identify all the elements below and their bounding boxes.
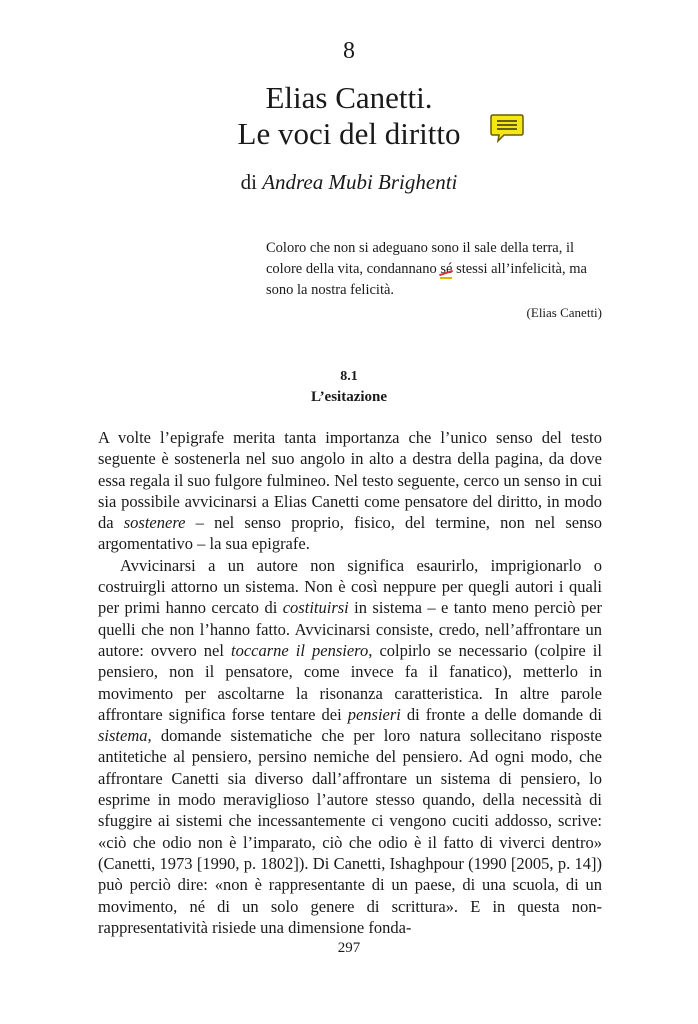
text-run: – nel senso proprio, fisico, del termine, non nel senso argomentativo – la sua epigrafe.: [98, 513, 602, 554]
chapter-title-line-2: Le voci del diritto: [237, 116, 461, 151]
section-number: 8.1: [340, 369, 358, 384]
epigraph-source: (Elias Canetti): [526, 305, 602, 320]
byline-prefix: di: [240, 170, 257, 194]
chapter-title: [0, 80, 698, 152]
chapter-byline: [0, 170, 698, 195]
page-number: 297: [337, 940, 361, 956]
speech-bubble-icon[interactable]: [490, 113, 524, 143]
chapter-number: 8: [343, 38, 355, 64]
text-run: A volte l’epigrafe merita tanta importanza che l’unico senso del testo seguente è sostenerla nel suo angolo in alto a destra della pagina, da dove essa regala il suo fulgore fulmineo. Nel testo seguente, cerco un senso in cui sia possibile avvicinarsi a Elias Canetti come pensatore del diritto, in modo da: [98, 428, 602, 533]
section-title: L’esitazione: [310, 389, 388, 405]
text-run: in sistema – e tanto meno perciò per quelli che non l’hanno fatto. Avvicinarsi consiste, credo, nell’affrontare un autore: ovvero nel: [98, 598, 602, 660]
epigraph: [266, 238, 602, 301]
epigraph-text-2: stessi all’infelicità, ma sono la nostra felicità.: [266, 261, 587, 298]
chapter-title-line-1: Elias Canetti.: [265, 80, 433, 115]
italic-text: costituirsi: [282, 598, 349, 618]
italic-text: sostenere: [123, 513, 186, 533]
strikethrough-annotation[interactable]: sé: [440, 261, 453, 277]
author-name: Andrea Mubi Brighenti: [262, 170, 458, 194]
text-run: di fronte a delle domande di: [400, 704, 602, 724]
italic-text: sistema: [98, 726, 148, 746]
epigraph-text-1: Coloro che non si adeguano sono il sale della terra, il colore della vita, condannano: [266, 240, 575, 277]
text-run: , colpirlo se necessario (colpire il pensiero, non il pensatore, come invece fa il fanatico), metterlo in movimento per ascoltarne la risonanza caratteristica. In altre parole affrontare significa forse tentare dei: [98, 640, 602, 724]
italic-text: toccarne il pensiero: [231, 640, 369, 660]
body-text: [98, 427, 602, 938]
text-run: Avvicinarsi a un autore non significa esaurirlo, imprigionarlo o costruirgli attorno un sistema. Non è così neppure per quegli autori i quali per primi hanno cercato di: [98, 555, 602, 618]
paragraph: [98, 555, 602, 938]
paragraph: [98, 427, 602, 555]
italic-text: pensieri: [347, 704, 401, 724]
text-run: , domande sistematiche che per loro natura sollecitano risposte antitetiche al pensiero, persino nemiche del pensiero. Ad ogni modo, che affrontare Canetti sia diverso dall’affrontare un sistema di pensiero, lo esprime in modo meraviglioso l’autore stesso quando, della necessità di sfuggire ai sistemi che incessantemente ci vengono cuciti addosso, scrive: «ciò che odio non è l’imparato, ciò che odio è il fatto di viverci dentro» (Canetti, 1973 [1990, p. 1802]). Di Canetti, Ishaghpour (1990 [2005, p. 14]) può perciò dire: «non è rappresentante di un paese, di una scuola, di un movimento, né di un solo genere di scrittura». E in questa non-rappresentatività risiede una dimensione fonda-: [98, 726, 602, 937]
